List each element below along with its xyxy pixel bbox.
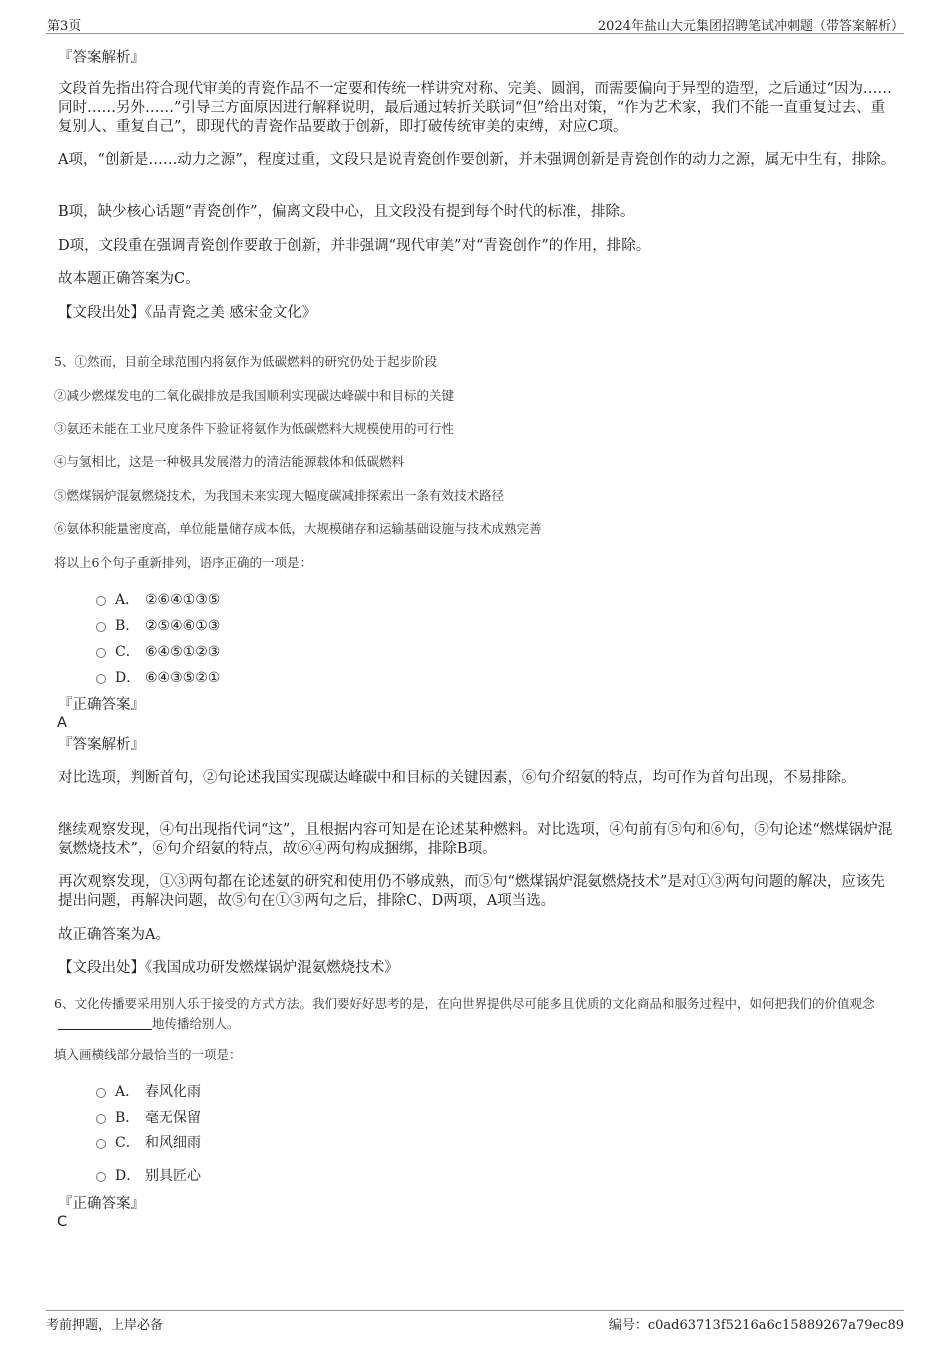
q6-option-d[interactable]: D． 别具匠心 <box>96 1167 201 1185</box>
fill-blank <box>58 1017 152 1030</box>
radio-icon[interactable] <box>96 648 106 658</box>
document-id: 编号：c0ad63713f5216a6c15889267a79ec89 <box>608 1318 904 1333</box>
q6-prompt: 填入画横线部分最恰当的一项是： <box>54 1047 242 1062</box>
q4-analysis-heading: 『答案解析』 <box>58 50 145 66</box>
q5-sentence-5: ⑤燃煤锅炉混氨燃烧技术，为我国未来实现大幅度碳减排探索出一条有效技术路径 <box>54 488 505 503</box>
q6-answer-heading: 『正确答案』 <box>58 1196 145 1212</box>
q4-source: 【文段出处】《品青瓷之美 感宋金文化》 <box>58 305 317 321</box>
radio-icon[interactable] <box>96 596 106 606</box>
q6-stem: 6、文化传播要采用别人乐于接受的方式方法。我们要好好思考的是，在向世界提供尽可能多且优质的文化商品和服务过程中，如何把我们的价值观念地传播给别人。 <box>54 996 875 1031</box>
q5-prompt: 将以上6个句子重新排列，语序正确的一项是： <box>54 555 312 570</box>
q5-answer: A <box>57 715 67 731</box>
q4-analysis-p2: A项，“创新是……动力之源”，程度过重，文段只是说青瓷创作要创新，并未强调创新是青瓷创作的动力之源，属无中生有，排除。 <box>58 152 896 168</box>
q5-sentence-4: ④与氢相比，这是一种极具发展潜力的清洁能源载体和低碳燃料 <box>54 454 405 469</box>
q5-option-a[interactable]: A． ②⑥④①③⑤ <box>96 591 220 609</box>
q4-analysis-p4: D项，文段重在强调青瓷创作要敢于创新，并非强调“现代审美”对“青瓷创作”的作用，排除。 <box>58 238 651 254</box>
q5-option-c[interactable]: C． ⑥④⑤①②③ <box>96 643 220 661</box>
footer-divider <box>46 1310 904 1311</box>
q5-analysis-p1: 对比选项，判断首句，②句论述我国实现碳达峰碳中和目标的关键因素，⑥句介绍氨的特点，均可作为首句出现，不易排除。 <box>58 770 856 786</box>
document-title: 2024年盐山大元集团招聘笔试冲刺题（带答案解析） <box>597 19 904 34</box>
q5-option-d[interactable]: D． ⑥④③⑤②① <box>96 669 220 687</box>
page-number: 第3页 <box>47 19 82 34</box>
q4-analysis-p3: B项，缺少核心话题“青瓷创作”，偏离文段中心，且文段没有提到每个时代的标准，排除。 <box>58 204 635 220</box>
q4-conclusion: 故本题正确答案为C。 <box>58 271 200 287</box>
radio-icon[interactable] <box>96 674 106 684</box>
q5-sentence-3: ③氨还未能在工业尺度条件下验证将氨作为低碳燃料大规模使用的可行性 <box>54 421 455 436</box>
radio-icon[interactable] <box>96 1139 106 1149</box>
q5-sentence-2: ②减少燃煤发电的二氧化碳排放是我国顺利实现碳达峰碳中和目标的关键 <box>54 388 455 403</box>
q6-answer: C <box>57 1214 68 1230</box>
q4-analysis-p1: 文段首先指出符合现代审美的青瓷作品不一定要和传统一样讲究对称、完美、圆润，而需要偏向于异型的造型，之后通过“因为……同时……另外……”引导三方面原因进行解释说明，最后通过转折关联词“但”给出对策，“作为艺术家，我们不能一直重复过去、重复别人、重复自己”，即现代的青瓷作品要敢于创新，即打破传统审美的束缚，对应C项。 <box>58 81 892 135</box>
radio-icon[interactable] <box>96 1088 106 1098</box>
q5-analysis-p3: 再次观察发现，①③两句都在论述氨的研究和使用仍不够成熟，而⑤句“燃煤锅炉混氨燃烧技术”是对①③两句问题的解决，应该先提出问题，再解决问题，故⑤句在①③两句之后，排除C、D两项，A项当选。 <box>58 874 885 909</box>
radio-icon[interactable] <box>96 1114 106 1124</box>
q5-analysis-p2: 继续观察发现，④句出现指代词“这”，且根据内容可知是在论述某种燃料。对比选项，④句前有⑤句和⑥句，⑤句论述“燃煤锅炉混氨燃烧技术”，⑥句介绍氨的特点，故⑥④两句构成捆绑，排除B项。 <box>58 822 893 857</box>
footer-slogan: 考前押题，上岸必备 <box>46 1318 164 1333</box>
q6-option-c[interactable]: C． 和风细雨 <box>96 1134 201 1152</box>
radio-icon[interactable] <box>96 622 106 632</box>
q5-analysis-heading: 『答案解析』 <box>58 737 145 753</box>
q5-answer-heading: 『正确答案』 <box>58 697 145 713</box>
q5-sentence-1: 5、①然而，目前全球范围内将氨作为低碳燃料的研究仍处于起步阶段 <box>54 354 437 369</box>
q5-sentence-6: ⑥氨体积能量密度高，单位能量储存成本低，大规模储存和运输基础设施与技术成熟完善 <box>54 521 542 536</box>
radio-icon[interactable] <box>96 1172 106 1182</box>
q5-source: 【文段出处】《我国成功研发燃煤锅炉混氨燃烧技术》 <box>58 960 399 976</box>
q5-option-b[interactable]: B． ②⑤④⑥①③ <box>96 617 220 635</box>
header-divider <box>46 33 904 34</box>
q6-option-a[interactable]: A． 春风化雨 <box>96 1083 201 1101</box>
q6-option-b[interactable]: B． 毫无保留 <box>96 1109 201 1127</box>
q5-conclusion: 故正确答案为A。 <box>58 927 170 943</box>
